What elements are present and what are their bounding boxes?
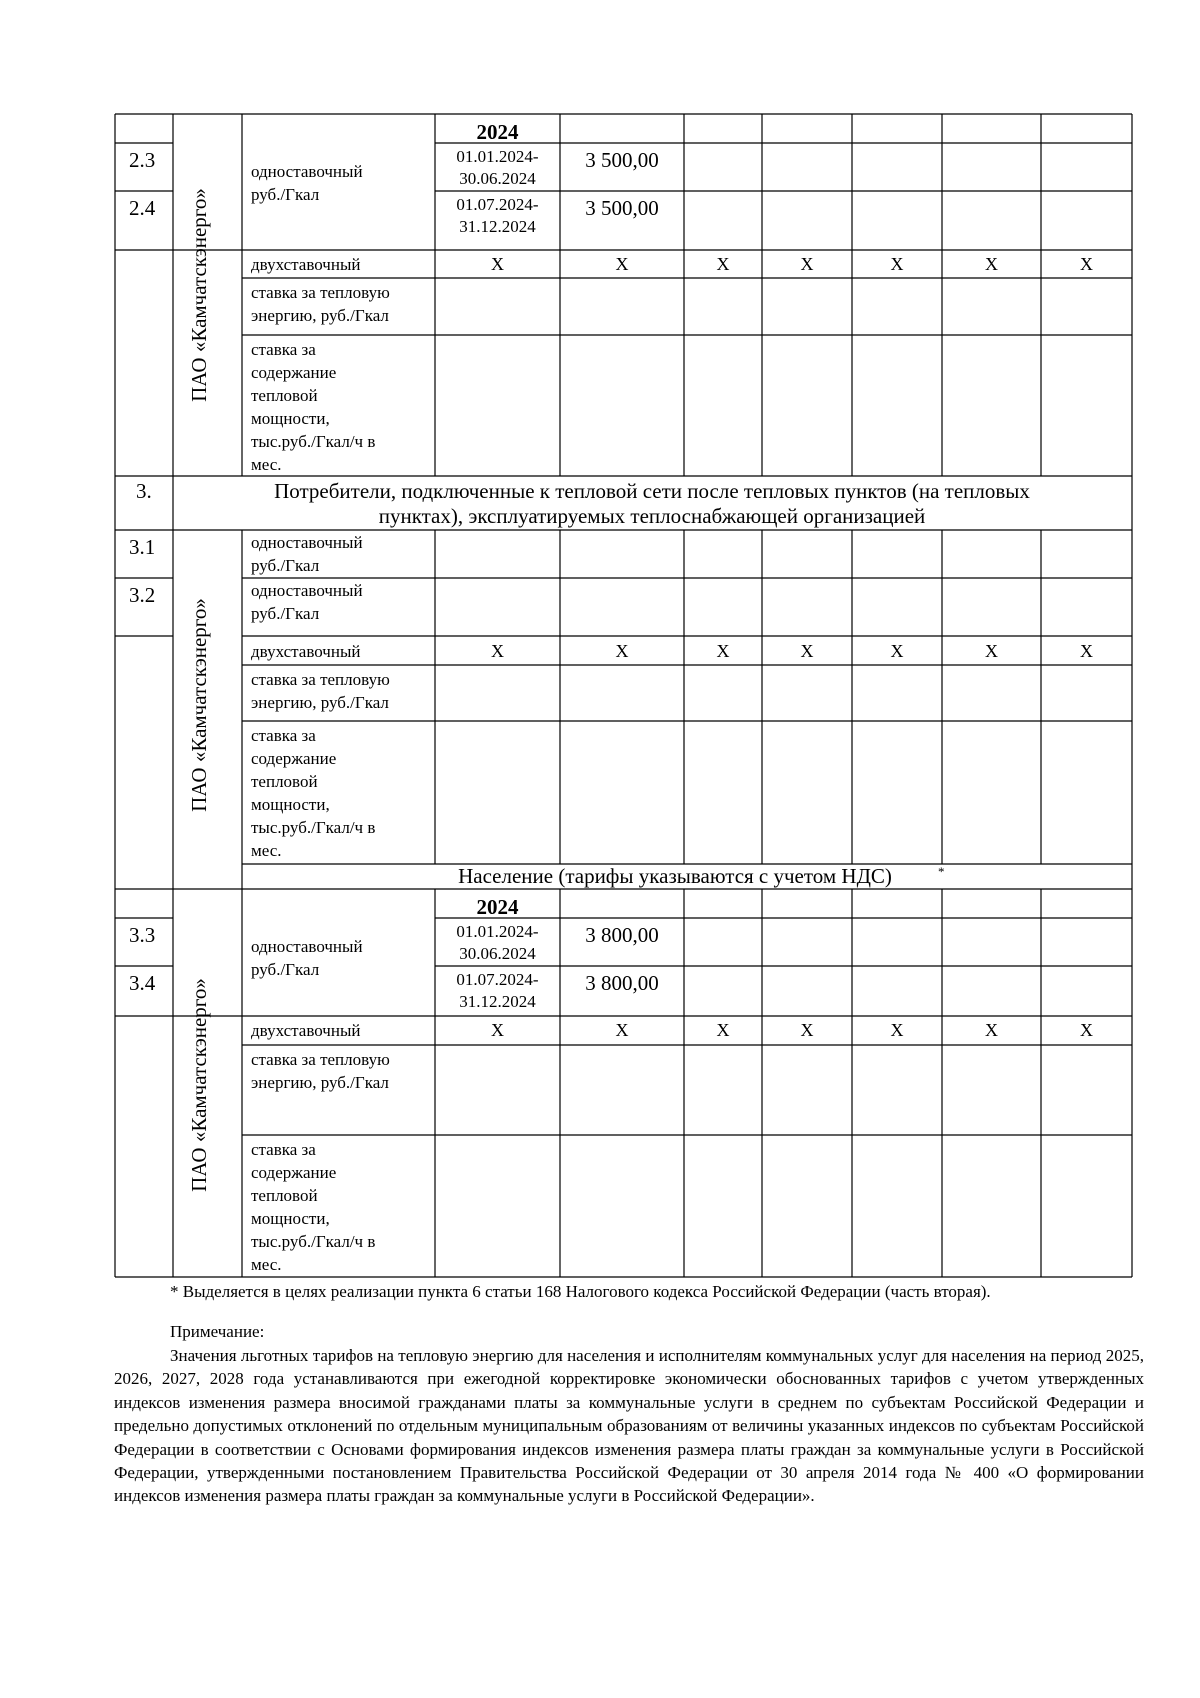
energy-rate-label: ставка за тепловую [251, 283, 390, 302]
not-applicable-mark: X [1080, 641, 1093, 661]
two-rate-label: двухставочный [251, 642, 361, 661]
not-applicable-mark: X [890, 1020, 904, 1040]
energy-rate-label: ставка за тепловую [251, 1050, 390, 1069]
period-start: 01.07.2024- [456, 970, 539, 989]
capacity-rate-label: ставка за [251, 1140, 316, 1159]
tariff-value: 3 800,00 [585, 971, 659, 995]
not-applicable-mark: X [890, 641, 904, 661]
capacity-rate-label: тыс.руб./Гкал/ч в [251, 818, 376, 837]
not-applicable-mark: X [615, 641, 629, 661]
capacity-rate-label: содержание [251, 363, 337, 382]
not-applicable-mark: X [716, 1020, 730, 1040]
period-end: 31.12.2024 [459, 992, 536, 1011]
tariff-value: 3 800,00 [585, 923, 659, 947]
not-applicable-mark: X [1080, 1020, 1093, 1040]
not-applicable-mark: X [716, 641, 730, 661]
capacity-rate-label: мес. [251, 455, 282, 474]
capacity-rate-label: мощности, [251, 409, 330, 428]
tariff-value: 3 500,00 [585, 148, 659, 172]
period-start: 01.01.2024- [456, 922, 539, 941]
two-rate-label: двухставочный [251, 255, 361, 274]
capacity-rate-label: ставка за [251, 726, 316, 745]
capacity-rate-label: тепловой [251, 386, 318, 405]
table-cells [129, 120, 1093, 1274]
row-number: 3.2 [129, 583, 156, 607]
footnote-mark: * [938, 864, 945, 879]
capacity-rate-label: тепловой [251, 1186, 318, 1205]
section-title: Потребители, подключенные к тепловой сети после тепловых пунктов (на тепловых [274, 479, 1030, 503]
note-title: Примечание: [170, 1322, 265, 1341]
organization-name: ПАО «Камчатскэнерго» [187, 188, 211, 402]
single-rate-label: одноставочный [251, 162, 363, 181]
organization-name: ПАО «Камчатскэнерго» [187, 598, 211, 812]
not-applicable-mark: X [800, 641, 814, 661]
not-applicable-mark: X [800, 254, 814, 274]
not-applicable-mark: X [985, 641, 998, 661]
row-number: 3.4 [129, 971, 156, 995]
single-rate-label: руб./Гкал [251, 604, 320, 623]
footnote: * Выделяется в целях реализации пункта 6 статьи 168 Налогового кодекса Российской Федерации (часть вторая). [170, 1282, 991, 1301]
single-rate-label: руб./Гкал [251, 556, 320, 575]
not-applicable-mark: X [890, 254, 904, 274]
not-applicable-mark: X [491, 641, 504, 661]
energy-rate-label: энергию, руб./Гкал [251, 1073, 389, 1092]
period-end: 30.06.2024 [459, 944, 536, 963]
capacity-rate-label: тепловой [251, 772, 318, 791]
energy-rate-label: энергию, руб./Гкал [251, 693, 389, 712]
single-rate-label: одноставочный [251, 533, 363, 552]
row-number: 2.4 [129, 196, 156, 220]
not-applicable-mark: X [985, 1020, 998, 1040]
energy-rate-label: ставка за тепловую [251, 670, 390, 689]
not-applicable-mark: X [985, 254, 998, 274]
capacity-rate-label: мес. [251, 841, 282, 860]
period-end: 31.12.2024 [459, 217, 536, 236]
not-applicable-mark: X [615, 1020, 629, 1040]
single-rate-label: руб./Гкал [251, 185, 320, 204]
not-applicable-mark: X [1080, 254, 1093, 274]
section-number: 3. [136, 479, 152, 503]
single-rate-label: одноставочный [251, 937, 363, 956]
row-number: 2.3 [129, 148, 156, 172]
not-applicable-mark: X [491, 254, 504, 274]
year-header: 2024 [476, 120, 519, 144]
section-title: пунктах), эксплуатируемых теплоснабжающей организацией [378, 504, 926, 528]
capacity-rate-label: мощности, [251, 795, 330, 814]
capacity-rate-label: мес. [251, 1255, 282, 1274]
capacity-rate-label: содержание [251, 1163, 337, 1182]
organization-name: ПАО «Камчатскэнерго» [187, 978, 211, 1192]
not-applicable-mark: X [800, 1020, 814, 1040]
tariff-value: 3 500,00 [585, 196, 659, 220]
row-number: 3.3 [129, 923, 156, 947]
single-rate-label: руб./Гкал [251, 960, 320, 979]
capacity-rate-label: мощности, [251, 1209, 330, 1228]
period-start: 01.01.2024- [456, 147, 539, 166]
period-start: 01.07.2024- [456, 195, 539, 214]
two-rate-label: двухставочный [251, 1021, 361, 1040]
note-body: Значения льготных тарифов на тепловую энергию для населения и исполнителям коммунальных услуг для населения на период 2025, 2026, 2027, 2028 года устанавливаются при ежегодной корректировке экономически обоснованных тарифов с учетом утвержденных индексов изменения размера вносимой гражданами платы за коммунальные услуги в среднем по субъектам Российской Федерации и предельно допустимых отклонений по отдельным муниципальным образованиям от величины указанных индексов по субъектам Российской Федерации в соответствии с Основами формирования индексов изменения размера платы граждан за коммунальные услуги в Российской Федерации, утвержденными постановлением Правительства Российской Федерации от 30 апреля 2014 года № 400 «О формировании индексов изменения размера платы граждан за коммунальные услуги в Российской Федерации». [114, 1346, 1144, 1506]
not-applicable-mark: X [615, 254, 629, 274]
not-applicable-mark: X [491, 1020, 504, 1040]
population-subheader: Население (тарифы указываются с учетом НДС) [458, 864, 892, 888]
period-end: 30.06.2024 [459, 169, 536, 188]
energy-rate-label: энергию, руб./Гкал [251, 306, 389, 325]
capacity-rate-label: ставка за [251, 340, 316, 359]
single-rate-label: одноставочный [251, 581, 363, 600]
not-applicable-mark: X [716, 254, 730, 274]
capacity-rate-label: тыс.руб./Гкал/ч в [251, 432, 376, 451]
year-header: 2024 [476, 895, 519, 919]
row-number: 3.1 [129, 535, 156, 559]
capacity-rate-label: содержание [251, 749, 337, 768]
capacity-rate-label: тыс.руб./Гкал/ч в [251, 1232, 376, 1251]
